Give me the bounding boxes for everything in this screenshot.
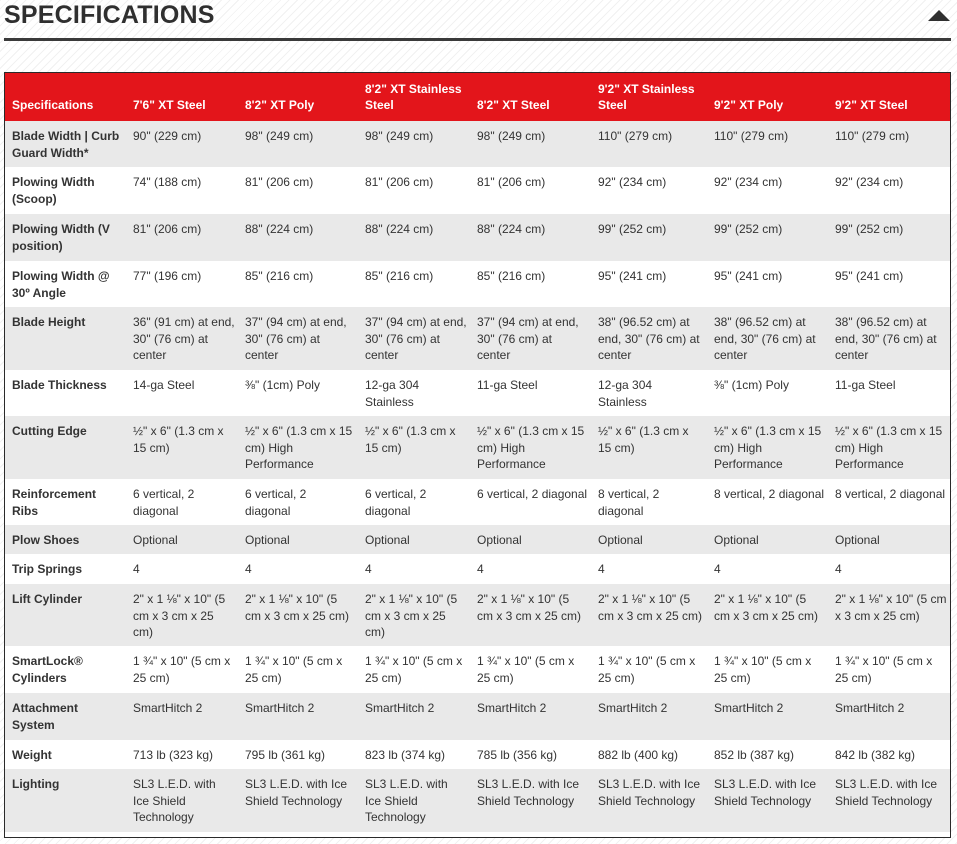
chevron-up-icon xyxy=(927,9,951,23)
spec-value-cell: 81" (206 cm) xyxy=(470,167,591,214)
spec-value-cell: 98" (249 cm) xyxy=(358,121,470,167)
spec-value-cell: ½" x 6" (1.3 cm x 15 cm) xyxy=(126,416,238,479)
row-label: Weight xyxy=(5,740,126,769)
spec-value-cell: SL3 L.E.D. with Ice Shield Technology xyxy=(470,769,591,832)
spec-value-cell: SL3 L.E.D. with Ice Shield Technology xyxy=(707,769,828,832)
table-row xyxy=(5,740,950,769)
spec-value-cell: SL3 L.E.D. with Ice Shield Technology xyxy=(591,769,707,832)
spec-value-cell: 1 ¾" x 10" (5 cm x 25 cm) xyxy=(126,646,238,693)
spec-value-cell: ½" x 6" (1.3 cm x 15 cm) High Performance xyxy=(238,416,358,479)
table-row xyxy=(5,416,950,479)
spec-value-cell: ½" x 6" (1.3 cm x 15 cm) High Performance xyxy=(828,416,950,479)
specifications-table xyxy=(5,73,950,832)
spec-value-cell: Optional xyxy=(828,525,950,554)
spec-value-cell: 14-ga Steel xyxy=(126,370,238,416)
spec-value-cell: 842 lb (382 kg) xyxy=(828,740,950,769)
spec-value-cell: SL3 L.E.D. with Ice Shield Technology xyxy=(828,769,950,832)
spec-value-cell: 36" (91 cm) at end, 30" (76 cm) at center xyxy=(126,307,238,370)
spec-value-cell: 81" (206 cm) xyxy=(126,214,238,261)
spec-value-cell: 8 vertical, 2 diagonal xyxy=(591,479,707,525)
spec-value-cell: 2" x 1 ⅛" x 10" (5 cm x 3 cm x 25 cm) xyxy=(126,584,238,646)
spec-value-cell: 81" (206 cm) xyxy=(358,167,470,214)
column-header: 8'2" XT Steel xyxy=(470,73,591,121)
column-header: 9'2" XT Poly xyxy=(707,73,828,121)
row-label: Plow Shoes xyxy=(5,525,126,554)
spec-value-cell: SmartHitch 2 xyxy=(707,693,828,740)
spec-value-cell: 882 lb (400 kg) xyxy=(591,740,707,769)
row-label: Plowing Width (Scoop) xyxy=(5,167,126,214)
spec-value-cell: ½" x 6" (1.3 cm x 15 cm) High Performance xyxy=(707,416,828,479)
spec-value-cell: 88" (224 cm) xyxy=(358,214,470,261)
section-header xyxy=(4,0,951,41)
table-row xyxy=(5,646,950,693)
row-label: Cutting Edge xyxy=(5,416,126,479)
spec-value-cell: SmartHitch 2 xyxy=(470,693,591,740)
spec-value-cell: 95" (241 cm) xyxy=(591,261,707,307)
spec-value-cell: 98" (249 cm) xyxy=(238,121,358,167)
spec-value-cell: 11-ga Steel xyxy=(470,370,591,416)
spec-value-cell: ½" x 6" (1.3 cm x 15 cm) xyxy=(358,416,470,479)
spec-value-cell: SmartHitch 2 xyxy=(238,693,358,740)
spec-value-cell: SmartHitch 2 xyxy=(828,693,950,740)
table-row xyxy=(5,769,950,832)
spec-value-cell: Optional xyxy=(591,525,707,554)
table-row xyxy=(5,214,950,261)
row-label: Plowing Width (V position) xyxy=(5,214,126,261)
column-header: 8'2" XT Poly xyxy=(238,73,358,121)
spec-value-cell: 6 vertical, 2 diagonal xyxy=(470,479,591,525)
spec-value-cell: SmartHitch 2 xyxy=(126,693,238,740)
spec-value-cell: 6 vertical, 2 diagonal xyxy=(358,479,470,525)
spec-value-cell: 6 vertical, 2 diagonal xyxy=(126,479,238,525)
spec-value-cell: SL3 L.E.D. with Ice Shield Technology xyxy=(126,769,238,832)
column-header: 8'2" XT Stainless Steel xyxy=(358,73,470,121)
row-label: Blade Height xyxy=(5,307,126,370)
table-row xyxy=(5,307,950,370)
spec-value-cell: 12-ga 304 Stainless xyxy=(358,370,470,416)
spec-value-cell: 8 vertical, 2 diagonal xyxy=(707,479,828,525)
spec-value-cell: 1 ¾" x 10" (5 cm x 25 cm) xyxy=(707,646,828,693)
spec-value-cell: 37" (94 cm) at end, 30" (76 cm) at center xyxy=(238,307,358,370)
spec-value-cell: 81" (206 cm) xyxy=(238,167,358,214)
spec-value-cell: 4 xyxy=(238,554,358,584)
spec-value-cell: 1 ¾" x 10" (5 cm x 25 cm) xyxy=(828,646,950,693)
spec-value-cell: 92" (234 cm) xyxy=(707,167,828,214)
section-title: SPECIFICATIONS xyxy=(4,1,215,29)
spec-value-cell: Optional xyxy=(126,525,238,554)
spec-value-cell: 2" x 1 ⅛" x 10" (5 cm x 3 cm x 25 cm) xyxy=(828,584,950,646)
table-row xyxy=(5,584,950,646)
spec-value-cell: 2" x 1 ⅛" x 10" (5 cm x 3 cm x 25 cm) xyxy=(358,584,470,646)
spec-value-cell: 88" (224 cm) xyxy=(470,214,591,261)
spec-value-cell: Optional xyxy=(358,525,470,554)
table-row xyxy=(5,479,950,525)
column-header: 9'2" XT Steel xyxy=(828,73,950,121)
spec-value-cell: 785 lb (356 kg) xyxy=(470,740,591,769)
specifications-table-container xyxy=(4,72,951,838)
spec-value-cell: 1 ¾" x 10" (5 cm x 25 cm) xyxy=(470,646,591,693)
spec-value-cell: 90" (229 cm) xyxy=(126,121,238,167)
spec-value-cell: 2" x 1 ⅛" x 10" (5 cm x 3 cm x 25 cm) xyxy=(591,584,707,646)
spec-value-cell: 85" (216 cm) xyxy=(470,261,591,307)
table-header-row xyxy=(5,73,950,121)
spec-value-cell: 110" (279 cm) xyxy=(591,121,707,167)
spec-value-cell: 4 xyxy=(828,554,950,584)
spec-value-cell: 110" (279 cm) xyxy=(707,121,828,167)
spec-value-cell: 6 vertical, 2 diagonal xyxy=(238,479,358,525)
spec-value-cell: SmartHitch 2 xyxy=(591,693,707,740)
spec-value-cell: Optional xyxy=(470,525,591,554)
spec-value-cell: SL3 L.E.D. with Ice Shield Technology xyxy=(358,769,470,832)
column-header: 7'6" XT Steel xyxy=(126,73,238,121)
spec-value-cell: 795 lb (361 kg) xyxy=(238,740,358,769)
row-label: Blade Thickness xyxy=(5,370,126,416)
spec-value-cell: 88" (224 cm) xyxy=(238,214,358,261)
spec-value-cell: 713 lb (323 kg) xyxy=(126,740,238,769)
spec-value-cell: SL3 L.E.D. with Ice Shield Technology xyxy=(238,769,358,832)
spec-value-cell: 38" (96.52 cm) at end, 30" (76 cm) at center xyxy=(828,307,950,370)
spec-value-cell: 2" x 1 ⅛" x 10" (5 cm x 3 cm x 25 cm) xyxy=(707,584,828,646)
spec-value-cell: Optional xyxy=(707,525,828,554)
table-body xyxy=(5,121,950,832)
row-label: Attachment System xyxy=(5,693,126,740)
table-row xyxy=(5,370,950,416)
spec-value-cell: 92" (234 cm) xyxy=(828,167,950,214)
spec-value-cell: SmartHitch 2 xyxy=(358,693,470,740)
table-row xyxy=(5,167,950,214)
spec-value-cell: 852 lb (387 kg) xyxy=(707,740,828,769)
spec-value-cell: 12-ga 304 Stainless xyxy=(591,370,707,416)
spec-value-cell: ½" x 6" (1.3 cm x 15 cm) xyxy=(591,416,707,479)
spec-value-cell: 92" (234 cm) xyxy=(591,167,707,214)
column-header: 9'2" XT Stainless Steel xyxy=(591,73,707,121)
spec-value-cell: 99" (252 cm) xyxy=(707,214,828,261)
spec-value-cell: 4 xyxy=(126,554,238,584)
spec-value-cell: 98" (249 cm) xyxy=(470,121,591,167)
row-label: Reinforcement Ribs xyxy=(5,479,126,525)
row-label: Trip Springs xyxy=(5,554,126,584)
spec-value-cell: 2" x 1 ⅛" x 10" (5 cm x 3 cm x 25 cm) xyxy=(238,584,358,646)
spec-value-cell: 1 ¾" x 10" (5 cm x 25 cm) xyxy=(591,646,707,693)
spec-value-cell: 4 xyxy=(707,554,828,584)
spec-value-cell: 37" (94 cm) at end, 30" (76 cm) at center xyxy=(358,307,470,370)
spec-value-cell: 110" (279 cm) xyxy=(828,121,950,167)
spec-value-cell: 2" x 1 ⅛" x 10" (5 cm x 3 cm x 25 cm) xyxy=(470,584,591,646)
row-label: Lighting xyxy=(5,769,126,832)
spec-value-cell: 85" (216 cm) xyxy=(238,261,358,307)
spec-value-cell: 8 vertical, 2 diagonal xyxy=(828,479,950,525)
spec-value-cell: 85" (216 cm) xyxy=(358,261,470,307)
spec-value-cell: ⅜" (1cm) Poly xyxy=(707,370,828,416)
collapse-toggle-button[interactable] xyxy=(927,9,951,23)
spec-value-cell: 74" (188 cm) xyxy=(126,167,238,214)
table-row xyxy=(5,693,950,740)
spec-value-cell: 11-ga Steel xyxy=(828,370,950,416)
table-row xyxy=(5,261,950,307)
table-row xyxy=(5,121,950,167)
spec-value-cell: ½" x 6" (1.3 cm x 15 cm) High Performance xyxy=(470,416,591,479)
row-label: Lift Cylinder xyxy=(5,584,126,646)
spec-value-cell: 4 xyxy=(470,554,591,584)
spec-value-cell: ⅜" (1cm) Poly xyxy=(238,370,358,416)
row-label: Blade Width | Curb Guard Width* xyxy=(5,121,126,167)
spec-value-cell: 95" (241 cm) xyxy=(828,261,950,307)
spec-value-cell: 1 ¾" x 10" (5 cm x 25 cm) xyxy=(358,646,470,693)
spec-value-cell: 38" (96.52 cm) at end, 30" (76 cm) at center xyxy=(707,307,828,370)
spec-value-cell: 37" (94 cm) at end, 30" (76 cm) at center xyxy=(470,307,591,370)
spec-value-cell: 77" (196 cm) xyxy=(126,261,238,307)
spec-value-cell: 99" (252 cm) xyxy=(828,214,950,261)
row-label: Plowing Width @ 30º Angle xyxy=(5,261,126,307)
spec-value-cell: 823 lb (374 kg) xyxy=(358,740,470,769)
spec-value-cell: 95" (241 cm) xyxy=(707,261,828,307)
spec-value-cell: 99" (252 cm) xyxy=(591,214,707,261)
column-header: Specifications xyxy=(5,73,126,121)
table-row xyxy=(5,554,950,584)
row-label: SmartLock® Cylinders xyxy=(5,646,126,693)
spec-value-cell: 38" (96.52 cm) at end, 30" (76 cm) at center xyxy=(591,307,707,370)
spec-value-cell: 4 xyxy=(358,554,470,584)
table-row xyxy=(5,525,950,554)
spec-value-cell: 4 xyxy=(591,554,707,584)
spec-value-cell: Optional xyxy=(238,525,358,554)
spec-value-cell: 1 ¾" x 10" (5 cm x 25 cm) xyxy=(238,646,358,693)
